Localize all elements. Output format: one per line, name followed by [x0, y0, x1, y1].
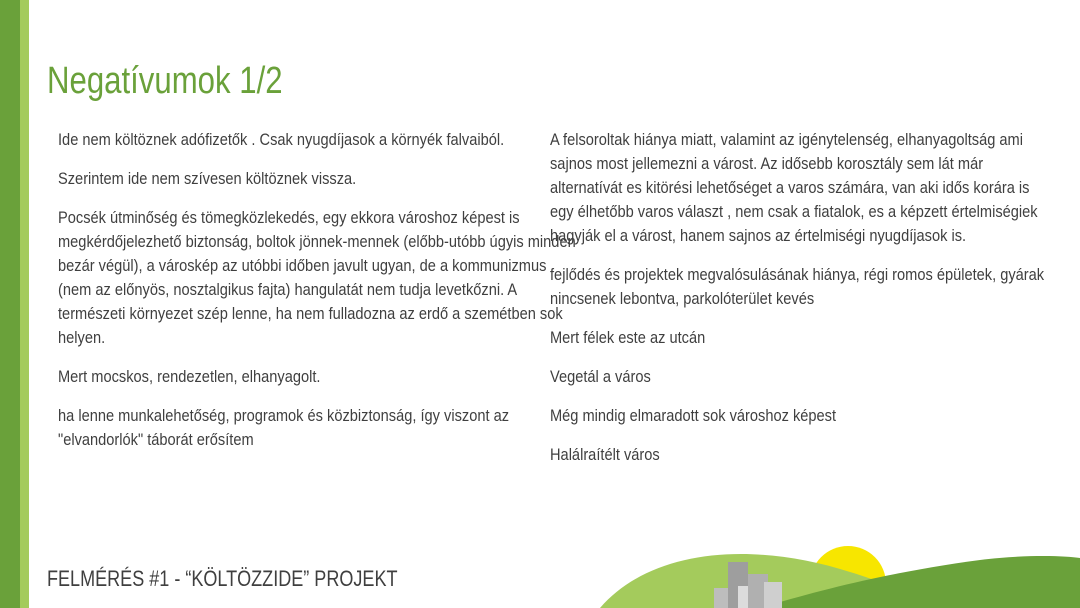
comment-paragraph: fejlődés és projektek megvalósulásának hiánya, régi romos épületek, gyárak nincsenek lebontva, parkolóterület kevés	[550, 265, 1045, 308]
comment-paragraph: Mert félek este az utcán	[550, 328, 706, 347]
comment-paragraph: Mert mocskos, rendezetlen, elhanyagolt.	[58, 367, 321, 386]
comment-paragraph: Szerintem ide nem szívesen költöznek vissza.	[58, 169, 357, 188]
right-column	[550, 128, 1050, 482]
comment-paragraph: Ide nem költöznek adófizetők . Csak nyugdíjasok a környék falvaiból.	[58, 130, 505, 149]
left-column	[58, 128, 578, 467]
accent-bar-light	[20, 0, 29, 608]
comment-paragraph: Még mindig elmaradott sok városhoz képest	[550, 406, 837, 425]
comment-paragraph: Halálraítélt város	[550, 445, 660, 464]
slide-title: Negatívumok 1/2	[47, 60, 283, 102]
comment-paragraph: A felsoroltak hiánya miatt, valamint az igénytelenség, elhanyagoltság ami sajnos most jellemezni a várost. Az idősebb korosztály sem lát már alternatívát es kitörési lehetőséget a varos számára, van aki idős korára is egy élhetőbb varos választ , nem csak a fiatalok, es a képzett értelmiségiek hagyják el a várost, hanem sajnos az értelmiségi nyugdíjasok is.	[550, 130, 1038, 245]
landscape-illustration	[560, 520, 1080, 608]
footer-text: FELMÉRÉS #1 - “KÖLTÖZZIDE” PROJEKT	[47, 566, 398, 591]
comment-paragraph: ha lenne munkalehetőség, programok és közbiztonság, így viszont az "elvandorlók" táborát erősítem	[58, 406, 510, 449]
comment-paragraph: Vegetál a város	[550, 367, 651, 386]
accent-bar-dark	[0, 0, 20, 608]
comment-paragraph: Pocsék útminőség és tömegközlekedés, egy ekkora városhoz képest is megkérdőjelezhető biztonság, boltok jönnek-mennek (előbb-utóbb úgyis minden bezár végül), a városkép az utóbbi időben javult ugyan, de a kommunizmus (nem az előnyös, nosztalgikus fajta) hangulatát nem tudja levetkőzni. A természeti környezet szép lenne, ha nem fulladozna az erdő a szemétben sok helyen.	[58, 208, 576, 347]
